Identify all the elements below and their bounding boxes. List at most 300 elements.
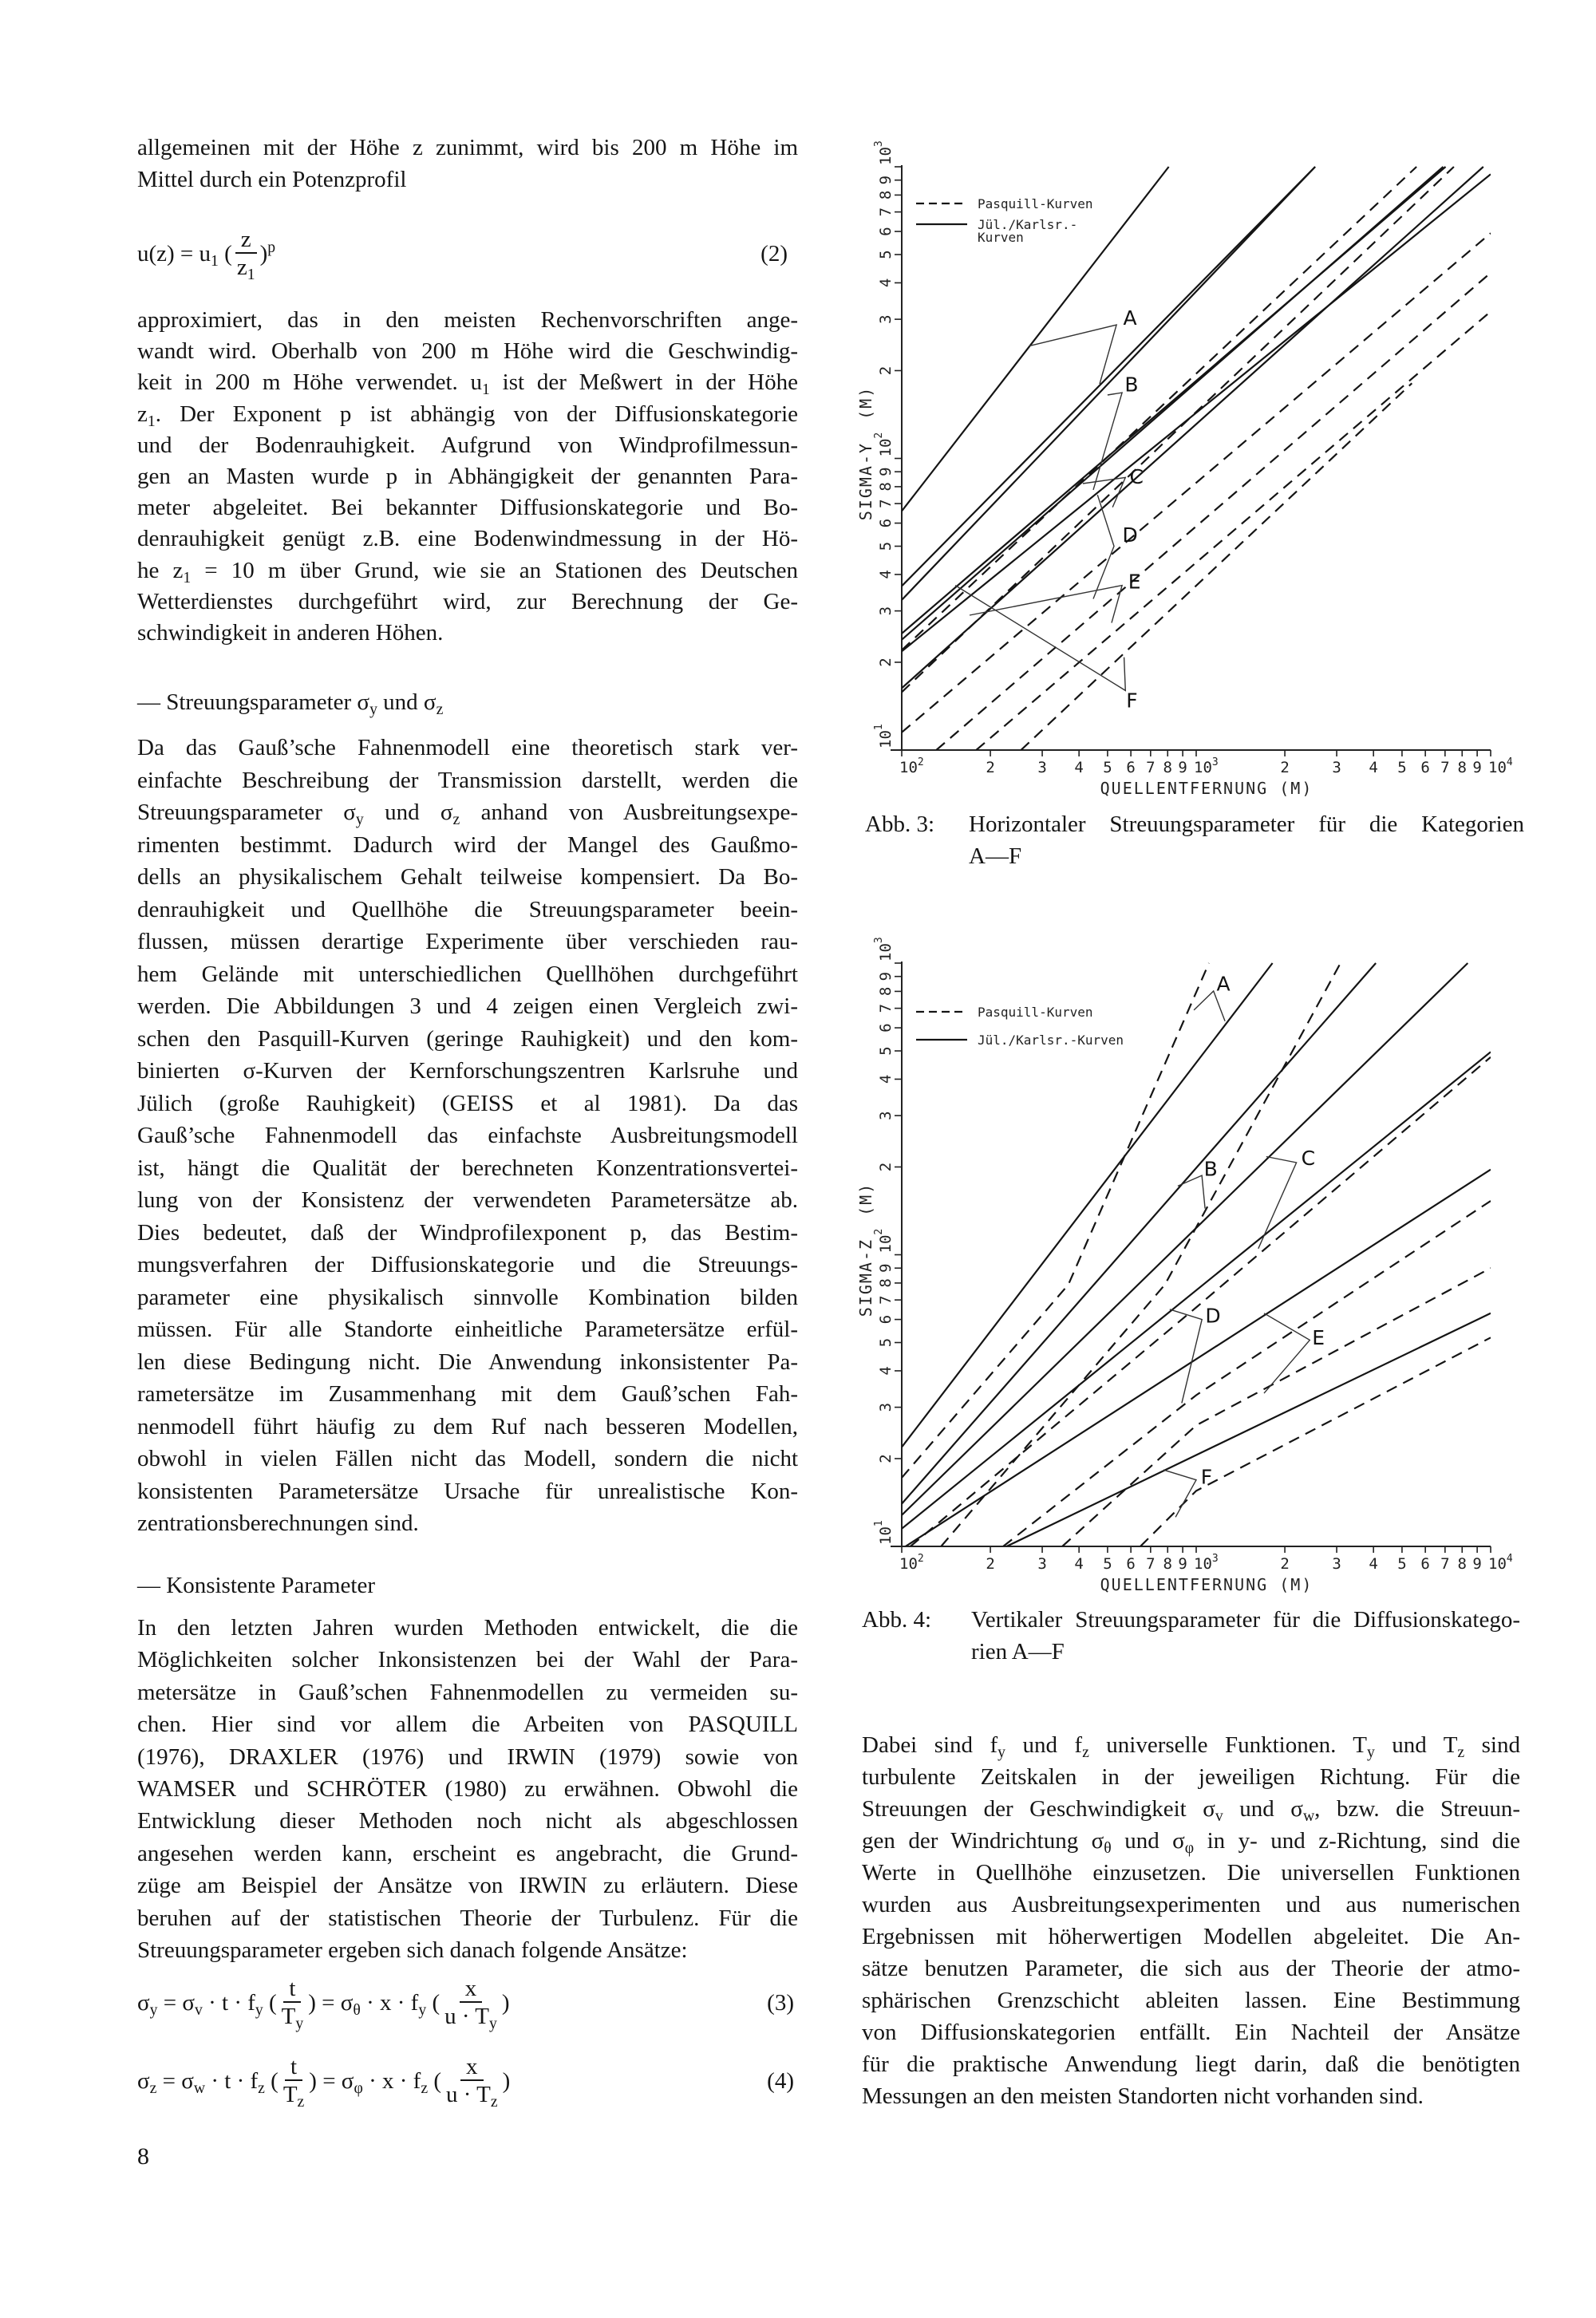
text-line xyxy=(137,1934,798,1966)
line-text: rimenten bestimmt. Dadurch wird der Mangel des Gaußmo- xyxy=(137,831,798,858)
text-line xyxy=(862,1889,1520,1921)
x-tick-label: 2 xyxy=(986,759,995,776)
figure-label: Abb. 4: xyxy=(862,1607,931,1633)
line-text: allgemeinen mit der Höhe z zunimmt, wird bis 200 m Höhe im xyxy=(137,135,798,160)
x-tick-label: $10^4$ xyxy=(1488,1553,1513,1573)
fraction-denominator: $T_z$ xyxy=(282,2082,305,2111)
text-line xyxy=(137,1612,798,1644)
line-text: Entwicklung dieser Methoden noch nicht als abgeschlossen xyxy=(137,1808,798,1834)
text-line xyxy=(137,1902,798,1934)
equation-term: ) = $\sigma_\theta \cdot x \cdot f_y$ ( xyxy=(308,1990,440,2019)
text-line xyxy=(137,1055,798,1088)
line-text: einfachte Beschreibung der Transmission darstellt, werden die xyxy=(137,767,798,793)
line-text: In den letzten Jahren wurden Methoden entwickelt, die die xyxy=(137,1615,798,1641)
label-pointer-a xyxy=(1029,325,1116,384)
x-tick-label: 3 xyxy=(1332,1555,1341,1573)
text-line xyxy=(862,1953,1520,1984)
pasquill-curve-f xyxy=(1140,1337,1491,1546)
text-line xyxy=(137,1773,798,1805)
line-text: Vertikaler Streuungsparameter für die Diffusionskatego- xyxy=(971,1607,1520,1633)
subscript: y xyxy=(295,2014,304,2032)
text-line xyxy=(137,1411,798,1443)
line-text: lung von der Konsistenz der verwendeten Parametersätze ab. xyxy=(137,1187,798,1213)
fraction xyxy=(443,2054,501,2111)
equation-number: (2) xyxy=(760,241,788,267)
fraction xyxy=(279,1976,307,2030)
line-text: dells an physikalischem Gehalt teilweise kompensiert. Da Bo- xyxy=(137,864,798,890)
y-tick-label: 8 xyxy=(877,482,895,492)
subscript: y xyxy=(418,2000,427,2019)
text-line xyxy=(137,1475,798,1508)
y-tick-label: 3 xyxy=(877,1402,895,1412)
y-tick-label: $10^3$ xyxy=(872,937,895,962)
juel-karlsr-curve-b xyxy=(902,963,1376,1504)
text-line xyxy=(137,430,798,461)
label-pointer-b xyxy=(1178,1175,1205,1209)
category-label-d: D xyxy=(1122,523,1138,547)
text-line xyxy=(137,1023,798,1056)
tick-exponent: 4 xyxy=(1506,756,1513,768)
text-line xyxy=(862,1921,1520,1953)
equation-term: ) = $\sigma_\varphi \cdot x \cdot f_z$ ( xyxy=(309,2068,441,2097)
x-axis-title: QUELLENTFERNUNG (M) xyxy=(1100,779,1314,798)
y-tick-label: 3 xyxy=(877,606,895,616)
pasquill-curve-d xyxy=(936,273,1491,750)
figure-caption xyxy=(969,808,1524,872)
y-tick-label: 9 xyxy=(877,467,895,476)
plot-area xyxy=(902,167,1491,750)
line-text: nenmodell führt häufig zu dem Ruf nach besseren Modellen, xyxy=(137,1413,798,1439)
y-tick-label: 5 xyxy=(877,1337,895,1348)
y-tick-label: 5 xyxy=(877,1046,895,1056)
y-tick-label: 4 xyxy=(877,1366,895,1376)
subscript: z xyxy=(297,2092,305,2111)
x-tick-label: 8 xyxy=(1163,759,1172,776)
equation-term: $\sigma_y = \sigma_v \cdot t \cdot f_y$ ( xyxy=(137,1990,277,2019)
y-tick-label: 7 xyxy=(877,499,895,508)
x-tick-label: 6 xyxy=(1420,1555,1430,1573)
category-label-c: C xyxy=(1129,465,1144,488)
subscript: z xyxy=(436,700,444,718)
tick-exponent: 1 xyxy=(872,724,885,731)
subscript: y xyxy=(369,700,377,718)
line-text: schen den Pasquill-Kurven (geringe Rauhigkeit) und den kom- xyxy=(137,1025,798,1052)
text-line xyxy=(137,829,798,862)
x-tick-label: 7 xyxy=(1146,1555,1156,1573)
equation-number: (4) xyxy=(767,2068,794,2094)
subscript: y xyxy=(355,810,364,828)
text-line xyxy=(137,1676,798,1708)
y-tick-label: 9 xyxy=(877,175,895,185)
text-line xyxy=(137,1644,798,1676)
category-label-c: C xyxy=(1301,1147,1316,1171)
category-label-e: E xyxy=(1312,1325,1325,1349)
subscript: 1 xyxy=(482,381,490,399)
line-text: müssen. Für alle Standorte einheitliche Parametersätze erfül- xyxy=(137,1317,798,1342)
line-text: wandt wird. Oberhalb von 200 m Höhe wird die Geschwindig- xyxy=(137,338,798,365)
tick-exponent: 2 xyxy=(872,1228,885,1235)
tick-exponent: 4 xyxy=(1506,1553,1513,1565)
label-pointer-d xyxy=(1170,1309,1202,1404)
x-tick-label: 8 xyxy=(1163,1555,1172,1573)
x-tick-label: 3 xyxy=(1037,759,1047,776)
y-tick-label: 8 xyxy=(877,1278,895,1288)
y-tick-label: 4 xyxy=(877,570,895,579)
subscript: y xyxy=(1366,1743,1375,1761)
y-tick-label: $10^2$ xyxy=(872,432,895,457)
text-line xyxy=(137,926,798,958)
text-line xyxy=(137,894,798,926)
page-number: 8 xyxy=(137,2143,149,2170)
text-line xyxy=(137,555,798,586)
text-line xyxy=(969,840,1524,872)
x-tick-label: 2 xyxy=(986,1555,995,1573)
tick-exponent: 3 xyxy=(872,140,885,148)
paragraph-consistent-parameters xyxy=(137,1612,798,1966)
line-text: ist, hängt die Qualität der berechneten Konzentrationsvertei- xyxy=(137,1155,798,1181)
subscript: y xyxy=(255,2000,263,2019)
line-text: metersätze in Gauß’schen Fahnenmodellen zu vermeiden su- xyxy=(137,1679,798,1705)
line-text: Horizontaler Streuungsparameter für die Kategorien xyxy=(969,811,1524,837)
x-tick-label: 9 xyxy=(1178,1555,1187,1573)
subscript: φ xyxy=(354,2079,363,2097)
line-text: angesehen werden kann, erscheint es angebracht, die Grund- xyxy=(137,1840,798,1866)
x-tick-label: 5 xyxy=(1103,759,1112,776)
tick-exponent: 3 xyxy=(872,937,885,944)
line-text: konsistenten Parametersätze Ursache für unrealistische Kon- xyxy=(137,1478,798,1504)
fraction-numerator: x xyxy=(460,2054,484,2081)
pasquill-curve-c xyxy=(902,233,1491,733)
line-text: zentrationsberechnungen sind. xyxy=(137,1510,419,1536)
subscript: z xyxy=(490,2092,498,2111)
line-text: Dabei sind $f_y$ und $f_z$ universelle Funktionen. $T_y$ und $T_z$ sind xyxy=(862,1732,1520,1761)
tick-exponent: 1 xyxy=(872,1520,885,1527)
text-line xyxy=(137,164,798,195)
y-tick-label: 3 xyxy=(877,1111,895,1120)
line-text: binierten σ-Kurven der Kernforschungszentren Karlsruhe und xyxy=(137,1058,798,1084)
juel-karlsr-curve-d xyxy=(902,1052,1491,1529)
line-text: Messungen an den meisten Standorten nicht vorhanden sind. xyxy=(862,2083,1424,2109)
equation-3 xyxy=(137,1969,510,2036)
legend-label: Jül./Karlsr.- xyxy=(978,217,1078,232)
line-text: Gauß’sche Fahnenmodell das einfachste Ausbreitungsmodell xyxy=(137,1123,798,1148)
line-text: Streuungsparameter $\sigma_y$ und $\sigma_z$ anhand von Ausbreitungsexpe- xyxy=(137,800,798,828)
text-line xyxy=(137,1838,798,1870)
equation-number: (3) xyxy=(767,1990,794,2016)
category-label-b: B xyxy=(1203,1157,1218,1181)
category-label-d: D xyxy=(1205,1304,1221,1328)
text-line xyxy=(137,1805,798,1837)
text-line xyxy=(137,1443,798,1475)
plot-area xyxy=(902,963,1491,1546)
x-tick-label: $10^2$ xyxy=(899,1553,924,1573)
text-line xyxy=(862,1793,1520,1825)
x-tick-label: 8 xyxy=(1457,1555,1467,1573)
text-line xyxy=(971,1636,1520,1668)
text-line xyxy=(137,990,798,1023)
y-tick-label: 7 xyxy=(877,1295,895,1305)
subscript: y xyxy=(149,2000,158,2019)
text-line xyxy=(137,1281,798,1314)
line-text: he $z_1 = 10$ m über Grund, wie sie an Stationen des Deutschen xyxy=(137,557,798,586)
text-line xyxy=(969,808,1524,840)
line-text: chen. Hier sind vor allem die Arbeiten von PASQUILL xyxy=(137,1712,798,1738)
text-line xyxy=(862,1984,1520,2016)
equation-4 xyxy=(137,2048,510,2115)
text-line xyxy=(137,1870,798,1901)
text-line xyxy=(862,2048,1520,2080)
text-line xyxy=(137,1088,798,1120)
text-line xyxy=(137,1313,798,1346)
x-tick-label: 6 xyxy=(1420,759,1430,776)
line-text: flussen, müssen derartige Experimente über verschieden rau- xyxy=(137,929,798,954)
label-pointer-d xyxy=(1093,495,1114,598)
line-text: denrauhigkeit und Quellhöhe die Streuungsparameter beein- xyxy=(137,896,798,922)
x-axis-title: QUELLENTFERNUNG (M) xyxy=(1100,1575,1314,1594)
text-line xyxy=(137,861,798,894)
x-tick-label: 8 xyxy=(1457,759,1467,776)
text-line xyxy=(862,2080,1520,2112)
paragraph-universal-functions xyxy=(862,1729,1520,2112)
text-line xyxy=(862,1825,1520,1857)
line-text: Möglichkeiten solcher Inkonsistenzen bei der Wahl der Para- xyxy=(137,1647,798,1673)
x-tick-label: 3 xyxy=(1332,759,1341,776)
text-line xyxy=(862,1857,1520,1889)
x-tick-label: 2 xyxy=(1280,759,1290,776)
x-tick-label: $10^4$ xyxy=(1488,756,1513,776)
line-text: hem Gelände mit unterschiedlichen Quellhöhen durchgeführt xyxy=(137,961,798,987)
equation-term: )$^p$ xyxy=(259,239,276,267)
subscript: w xyxy=(1302,1807,1315,1825)
fraction xyxy=(234,227,259,281)
line-text: parameter eine physikalisch sinnvolle Kombination bilden xyxy=(137,1284,798,1310)
y-tick-label: 6 xyxy=(877,518,895,528)
tick-exponent: 3 xyxy=(1211,756,1219,768)
label-pointer-e xyxy=(970,586,1122,623)
text-line xyxy=(862,1729,1520,1761)
y-tick-label: 2 xyxy=(877,365,895,376)
y-tick-label: 5 xyxy=(877,541,895,551)
fraction-numerator: x xyxy=(460,1976,483,2003)
label-pointer-c xyxy=(1258,1157,1297,1249)
subscript: θ xyxy=(353,2000,361,2019)
line-text: rien A—F xyxy=(971,1639,1065,1664)
text-line xyxy=(137,399,798,430)
subscript: φ xyxy=(1184,1838,1195,1857)
equation-term: $\sigma_z = \sigma_w \cdot t \cdot f_z$ ( xyxy=(137,2068,279,2097)
x-tick-label: 7 xyxy=(1440,1555,1450,1573)
pasquill-curve-e xyxy=(1062,1268,1491,1546)
line-text: sphärischen Grenzschicht ableiten lassen. Eine Bestimmung xyxy=(862,1988,1520,2013)
line-text: Jülich (große Rauhigkeit) (GEISS et al 1981). Da das xyxy=(137,1090,798,1116)
label-pointer-c xyxy=(1083,477,1125,507)
x-tick-label: 9 xyxy=(1472,1555,1482,1573)
y-tick-label: $10^3$ xyxy=(872,140,895,165)
y-tick-label: 8 xyxy=(877,986,895,997)
text-line xyxy=(137,586,798,618)
subscript: v xyxy=(1215,1807,1223,1825)
y-tick-label: 2 xyxy=(877,1162,895,1172)
subscript: 1 xyxy=(147,412,156,430)
text-line xyxy=(137,523,798,555)
text-line xyxy=(137,461,798,492)
y-tick-label: 4 xyxy=(877,278,895,288)
subscript: 1 xyxy=(247,265,255,283)
line-text: von Diffusionskategorien entfällt. Ein Nachteil der Ansätze xyxy=(862,2020,1520,2045)
juel-karlsr-curve-d xyxy=(902,174,1491,651)
fraction-denominator: $u \cdot T_y$ xyxy=(444,2004,497,2032)
subscript: v xyxy=(195,2000,203,2019)
line-text: denrauhigkeit genügt z.B. eine Bodenwindmessung in der Hö- xyxy=(137,526,798,552)
line-text: Wetterdienstes durchgeführt wird, zur Berechnung der Ge- xyxy=(137,588,798,614)
line-text: beruhen auf der statistischen Theorie der Turbulenz. Für die xyxy=(137,1905,798,1931)
text-line xyxy=(137,796,798,829)
text-line xyxy=(137,958,798,991)
legend-label: Pasquill-Kurven xyxy=(978,196,1093,211)
fraction-denominator: $T_y$ xyxy=(281,2004,304,2032)
line-text: A—F xyxy=(969,843,1022,869)
x-tick-label: $10^2$ xyxy=(899,756,924,776)
label-pointer-a xyxy=(1194,991,1225,1021)
subscript: w xyxy=(193,2079,206,2097)
subscript: z xyxy=(258,2079,265,2097)
x-tick-label: 4 xyxy=(1369,1555,1378,1573)
line-text: len diese Bedingung nicht. Die Anwendung inkonsistenter Pa- xyxy=(137,1349,798,1375)
tick-exponent: 2 xyxy=(872,432,885,439)
fraction-numerator: z xyxy=(235,227,257,254)
line-text: approximiert, das in den meisten Rechenvorschriften ange- xyxy=(137,307,798,333)
subscript: z xyxy=(452,810,460,828)
line-text: wurden aus Ausbreitungsexperimenten und aus numerischen xyxy=(862,1892,1520,1917)
text-line xyxy=(137,1378,798,1411)
text-line xyxy=(971,1604,1520,1636)
pasquill-curve-b xyxy=(941,963,1341,1546)
equation-2 xyxy=(137,220,275,287)
subscript: z xyxy=(421,2079,429,2097)
equation-term: $u(z) = u_1$ ( xyxy=(137,241,232,270)
figure-label: Abb. 3: xyxy=(865,811,934,837)
equation-term: ) xyxy=(501,1990,510,2016)
label-pointer-f xyxy=(1163,1470,1196,1517)
paragraph-dispersion-parameters xyxy=(137,732,798,1540)
x-tick-label: 4 xyxy=(1074,759,1084,776)
text-line xyxy=(137,618,798,649)
juel-karlsr-curve-f xyxy=(1006,1313,1491,1546)
legend-label: Kurven xyxy=(978,230,1024,245)
paragraph-wind-profile xyxy=(137,305,798,649)
fraction xyxy=(441,1976,500,2030)
fraction xyxy=(280,2054,307,2111)
x-tick-label: $10^3$ xyxy=(1194,756,1219,776)
text-line xyxy=(137,367,798,398)
line-text: sätze benutzen Parameter, die sich aus der Theorie der atmo- xyxy=(862,1956,1520,1981)
line-text: obwohl in vielen Fällen nicht das Modell, sondern die nicht xyxy=(137,1446,798,1471)
category-label-f: F xyxy=(1126,689,1138,713)
fraction-numerator: t xyxy=(285,2054,302,2081)
subscript: θ xyxy=(1104,1838,1112,1857)
text-line xyxy=(137,1346,798,1379)
x-tick-label: 2 xyxy=(1280,1555,1290,1573)
line-text: Streuungsparameter ergeben sich danach folgende Ansätze: xyxy=(137,1937,688,1963)
text-line xyxy=(137,1217,798,1250)
tick-exponent: 2 xyxy=(917,1553,924,1565)
line-text: Dies bedeutet, daß der Windprofilexponent p, das Bestim- xyxy=(137,1219,798,1246)
tick-exponent: 2 xyxy=(917,756,924,768)
line-text: gen der Windrichtung $\sigma_\theta$ und $\sigma_\varphi$ in y- und z-Richtung, sind die xyxy=(862,1828,1521,1857)
line-text: züge am Beispiel der Ansätze von IRWIN zu erläutern. Diese xyxy=(137,1873,798,1899)
line-text: schwindigkeit in anderen Höhen. xyxy=(137,619,444,646)
y-axis-title: SIGMA-Z (M) xyxy=(856,1182,875,1317)
fraction-denominator: $z_1$ xyxy=(236,255,255,283)
x-tick-label: 7 xyxy=(1146,759,1156,776)
superscript: p xyxy=(267,239,276,257)
x-tick-label: 6 xyxy=(1126,759,1136,776)
text-line xyxy=(137,492,798,523)
line-text: (1976), DRAXLER (1976) und IRWIN (1979) sowie von xyxy=(137,1743,798,1770)
y-tick-label: 4 xyxy=(877,1074,895,1084)
line-text: Mittel durch ein Potenzprofil xyxy=(137,167,407,192)
pasquill-curve-f xyxy=(1021,383,1412,750)
text-line xyxy=(137,336,798,367)
line-text: WAMSER und SCHRÖTER (1980) zu erwähnen. Obwohl die xyxy=(137,1775,798,1802)
line-text: für die praktische Anwendung liegt darin, daß die benötigten xyxy=(862,2051,1520,2077)
y-tick-label: 7 xyxy=(877,207,895,217)
line-text: $z_1$. Der Exponent p ist abhängig von der Diffusionskategorie xyxy=(137,401,798,430)
fraction-denominator: $u \cdot T_z$ xyxy=(445,2082,498,2111)
y-tick-label: $10^1$ xyxy=(872,724,895,748)
line-text: rametersätze im Zusammenhang mit dem Gauß’schen Fah- xyxy=(137,1381,798,1407)
fraction-numerator: t xyxy=(283,1976,301,2003)
category-label-b: B xyxy=(1124,373,1139,397)
section-heading: — Streuungsparameter $\sigma_y$ und $\sigma_z$ xyxy=(137,689,444,718)
subscript: z xyxy=(1457,1743,1465,1761)
line-text: keit in 200 m Höhe verwendet. $u_1$ ist der Meßwert in der Höhe xyxy=(137,369,798,399)
text-line xyxy=(137,1152,798,1185)
y-tick-label: $10^2$ xyxy=(872,1228,895,1254)
x-tick-label: 7 xyxy=(1440,759,1450,776)
text-line xyxy=(137,732,798,764)
chart-abb-4-sigma-z xyxy=(830,908,1548,1610)
subscript: y xyxy=(488,2014,497,2032)
juel-karlsr-curve-b xyxy=(902,167,1315,586)
category-label-f: F xyxy=(1200,1465,1213,1489)
x-tick-label: 3 xyxy=(1037,1555,1047,1573)
y-tick-label: 6 xyxy=(877,1023,895,1033)
line-text: und der Bodenrauhigkeit. Aufgrund von Windprofilmessun- xyxy=(137,432,798,458)
y-tick-label: 9 xyxy=(877,1263,895,1273)
x-tick-label: 5 xyxy=(1397,1555,1407,1573)
line-text: gen an Masten wurde p in Abhängigkeit der genannten Para- xyxy=(137,463,798,489)
line-text: Werte in Quellhöhe einzusetzen. Die universellen Funktionen xyxy=(862,1860,1520,1886)
x-tick-label: 4 xyxy=(1369,759,1378,776)
text-line xyxy=(137,132,798,164)
x-tick-label: $10^3$ xyxy=(1194,1553,1219,1573)
category-label-a: A xyxy=(1216,972,1231,996)
x-tick-label: 9 xyxy=(1472,759,1482,776)
y-tick-label: 5 xyxy=(877,250,895,259)
chart-abb-3-sigma-y xyxy=(830,112,1548,814)
text-line xyxy=(137,1249,798,1281)
line-text: Streuungen der Geschwindigkeit $\sigma_v$ und $\sigma_w$, bzw. die Streuun- xyxy=(862,1796,1521,1825)
subscript: 1 xyxy=(183,568,192,586)
text-line xyxy=(137,1507,798,1540)
subscript: y xyxy=(998,1743,1006,1761)
y-tick-label: 3 xyxy=(877,314,895,324)
line-text: Ergebnissen mit höherwertigen Modellen abgeleitet. Die An- xyxy=(862,1924,1520,1949)
y-tick-label: 7 xyxy=(877,1003,895,1013)
subscript: 1 xyxy=(211,251,219,270)
y-axis-title: SIGMA-Y (M) xyxy=(856,385,875,521)
